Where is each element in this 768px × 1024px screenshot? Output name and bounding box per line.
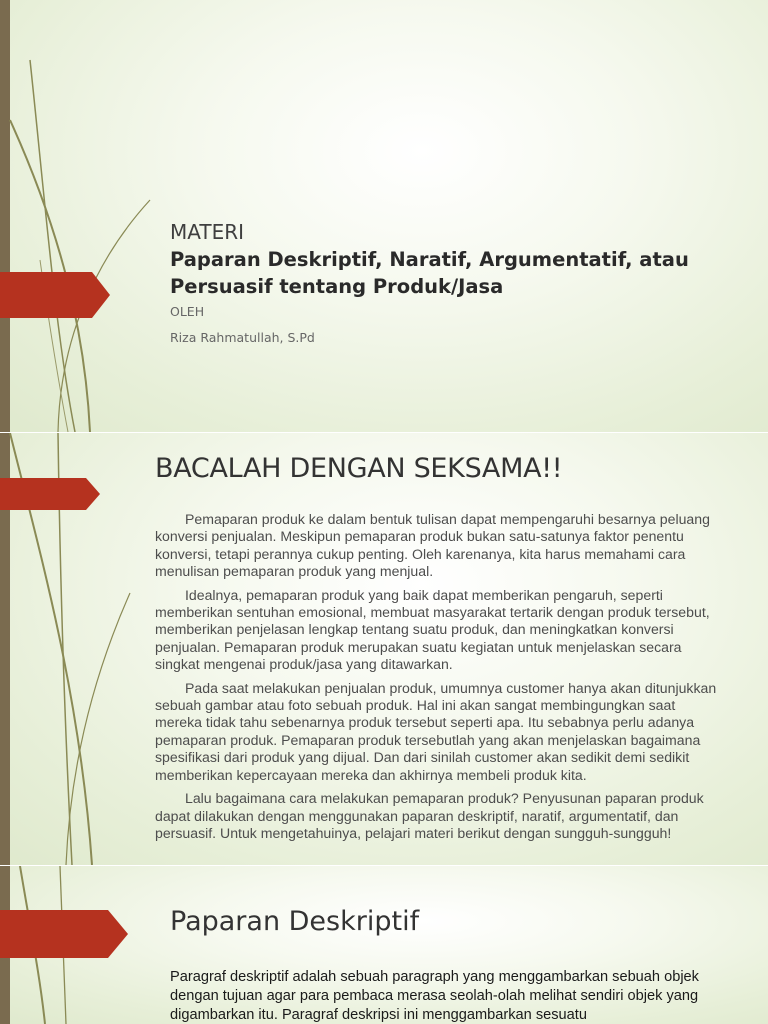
slide-title xyxy=(0,0,768,432)
body-text xyxy=(155,511,720,848)
body-text xyxy=(170,968,715,1024)
decorative-swoosh xyxy=(0,0,200,432)
accent-arrow xyxy=(0,272,112,318)
accent-arrow xyxy=(0,478,102,510)
label-materi: MATERI xyxy=(170,220,245,244)
slide-heading: Paparan Deskriptif xyxy=(170,906,420,937)
paragraph: Pada saat melakukan penjualan produk, umumnya customer hanya akan ditunjukkan sebuah gambar atau foto sebuah produk. Hal ini akan sangat membingungkan saat mereka tidak tahu sebenarnya produk tersebut seperti apa. Itu sebabnya perlu adanya pemaparan produk. Pemaparan produk tersebutlah yang akan menjelaskan bagaimana spesifikasi dari produk yang dijual. Dan dari sinilah customer akan sedikit demi sedikit memberikan kepercayaan mereka dan akhirnya membeli produk kita. xyxy=(155,679,717,783)
slide-paparan-deskriptif xyxy=(0,866,768,1024)
paragraph: Pemaparan produk ke dalam bentuk tulisan dapat mempengaruhi besarnya peluang konversi penjualan. Meskipun pemaparan produk bukan satu-satunya faktor penentu konversi, tetapi perannya cukup penting. Oleh karenanya, kita harus memahami cara menulisan pemaparan produk yang menjual. xyxy=(155,511,710,580)
accent-arrow xyxy=(0,910,130,958)
paragraph: Idealnya, pemaparan produk yang baik dapat memberikan pengaruh, seperti memberikan sentuhan emosional, membuat masyarakat tertarik dengan produk tersebut, memberikan penjelasan lengkap tentang suatu produk, dan meningkatkan konversi penjualan. Pemaparan produk merupakan suatu kegiatan untuk menjelaskan secara singkat mengenai produk/jasa yang ditawarkan. xyxy=(155,586,710,673)
paragraph: Lalu bagaimana cara melakukan pemaparan produk? Penyusunan paparan produk dapat dilakukan dengan menggunakan paparan deskriptif, naratif, argumentatif, dan persuasif. Untuk mengetahuinya, pelajari materi berikut dengan sungguh-sungguh! xyxy=(155,790,704,841)
slide-title-text: Paparan Deskriptif, Naratif, Argumentatif, atau Persuasif tentang Produk/Jasa xyxy=(170,248,689,298)
slide-heading: BACALAH DENGAN SEKSAMA!! xyxy=(155,453,563,484)
paragraph: Paragraf deskriptif adalah sebuah paragraph yang menggambarkan sebuah objek dengan tujuan agar para pembaca merasa seolah-olah melihat sendiri objek yang digambarkan itu. Paragraf deskripsi ini menggambarkan sesuatu xyxy=(170,969,699,1023)
author-name: Riza Rahmatullah, S.Pd xyxy=(170,330,315,345)
label-oleh: OLEH xyxy=(170,304,205,319)
slide-instructions xyxy=(0,433,768,865)
